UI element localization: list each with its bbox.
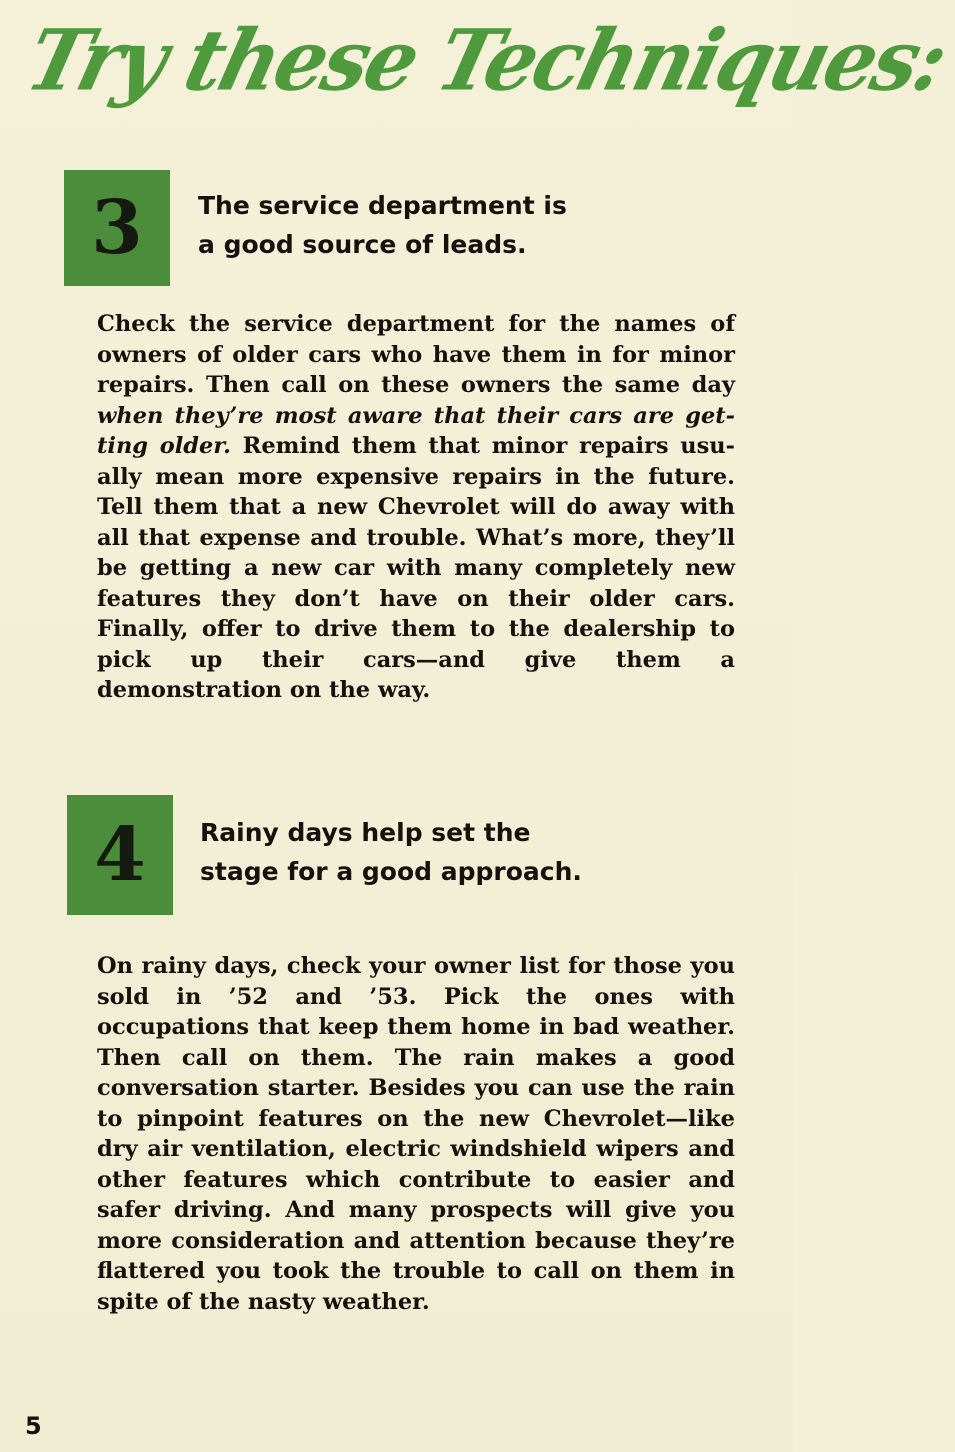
tip-title-4-line2: stage for a good approach. (200, 857, 582, 886)
tip-number-badge-3 (64, 170, 170, 286)
tip-title-4-line1: Rainy days help set the (200, 818, 531, 847)
tip-body-3 (97, 309, 735, 706)
tip-number-4: 4 (94, 812, 146, 898)
tip-number-3: 3 (91, 185, 143, 271)
tip-title-3 (198, 186, 567, 264)
page-heading (17, 10, 955, 150)
tip-number-badge-4 (67, 795, 173, 915)
heading-script-text: Try these Techniques: (17, 10, 955, 110)
tip-title-3-line2: a good source of leads. (198, 230, 527, 259)
tip-title-3-line1: The service department is (198, 191, 567, 220)
tip-title-4 (200, 813, 582, 891)
tip-body-3-part1: Check the service department for the names of owners of older cars who have them in for minor repairs. Then call on these owners the same day (97, 311, 735, 398)
tip-body-4: On rainy days, check your owner list for those you sold in ’52 and ’53. Pick the ones with occupations that keep them home in bad weather. Then call on them. The rain makes a good conversation starter. Besides you can use the rain to pinpoint features on the new Chevrolet—like dry air ventilation, electric windshield wipers and other features which contribute to easier and safer driving. And many prospects will give you more consideration and attention because they’re flattered you took the trouble to call on them in spite of the nasty weather. (97, 953, 735, 1315)
tip-body-3-emphasis: when they’re most aware that their cars are getting older. (97, 402, 735, 459)
tip-body-3-part2: Remind them that minor repairs usually mean more expensive repairs in the future. Tell them that a new Chevrolet will do away with all that expense and trouble. What’s more, they’ll be getting a new car with many completely new features they don’t have on their older cars. Finally, offer to drive them to the dealership to pick up their cars—and give them a demonstration on the way. (97, 433, 735, 703)
page-number: 5 (25, 1412, 42, 1440)
